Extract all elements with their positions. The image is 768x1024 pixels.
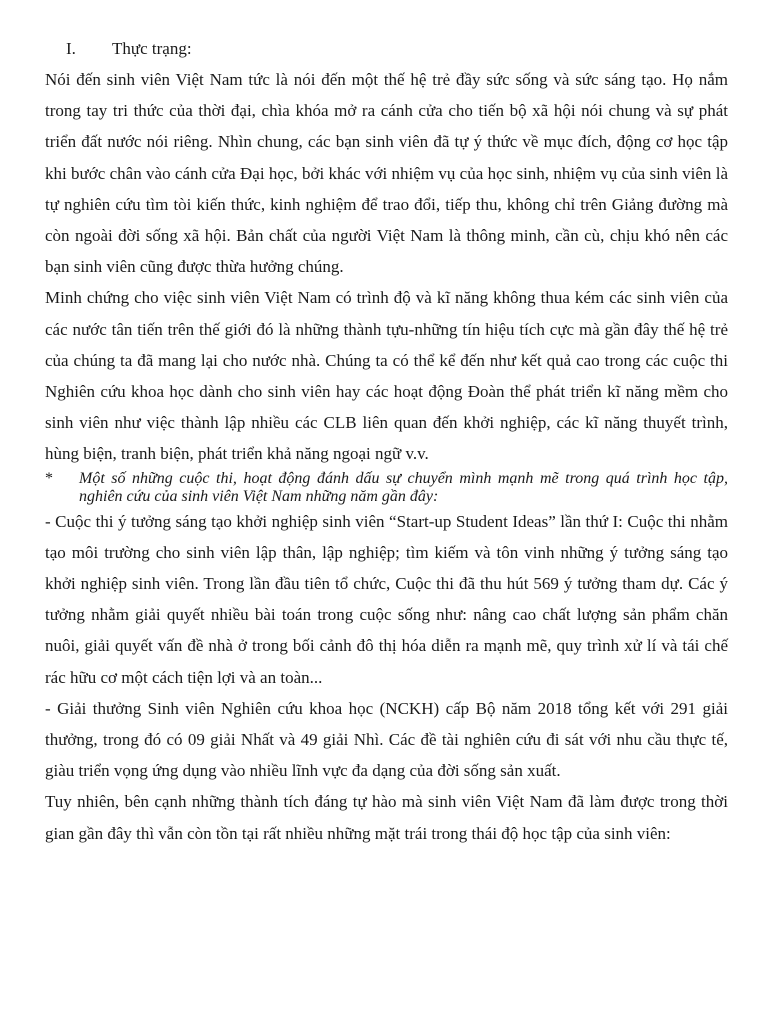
section-heading — [45, 34, 728, 64]
dash-item-startup-contest: - Cuộc thi ý tưởng sáng tạo khởi nghiệp sinh viên “Start-up Student Ideas” lần thứ I: Cuộc thi nhằm tạo môi trường cho sinh viên lập thân, lập nghiệp; tìm kiếm và tôn vinh những ý tưởng sáng tạo khởi nghiệp sinh viên. Trong lần đầu tiên tổ chức, Cuộc thi đã thu hút 569 ý tưởng tham dự. Các ý tưởng nhằm giải quyết nhiều bài toán trong cuộc sống như: nâng cao chất lượng sản phẩm chăn nuôi, giải quyết vấn đề nhà ở trong bối cảnh đô thị hóa diễn ra mạnh mẽ, quy trình xử lí và tái chế rác hữu cơ một cách tiện lợi và an toàn... — [45, 511, 728, 687]
star-bullet-mark: * — [45, 469, 53, 487]
paragraph-evidence: Minh chứng cho việc sinh viên Việt Nam có trình độ và kĩ năng không thua kém các sinh viên của các nước tân tiến trên thế giới đó là những thành tựu-những tín hiệu tích cực mà gần đây thế hệ trẻ của chúng ta đã mang lại cho nước nhà. Chúng ta có thể kể đến như kết quả cao trong các cuộc thi Nghiên cứu khoa học dành cho sinh viên hay các hoạt động Đoàn thể phát triển kĩ năng mềm cho sinh viên như việc thành lập nhiều các CLB liên quan đến khởi nghiệp, các kĩ năng thuyết trình, hùng biện, tranh biện, phát triển khả năng ngoại ngữ v.v. — [45, 288, 728, 464]
paragraph-intro: Nói đến sinh viên Việt Nam tức là nói đến một thế hệ trẻ đầy sức sống và sức sáng tạo. Họ nắm trong tay tri thức của thời đại, chìa khóa mở ra cánh cửa cho tiến bộ xã hội nói chung và sự phát triển đất nước nói riêng. Nhìn chung, các bạn sinh viên đã tự ý thức về mục đích, động cơ học tập khi bước chân vào cánh cửa Đại học, bởi khác với nhiệm vụ của học sinh, nhiệm vụ của sinh viên là tự nghiên cứu tìm tòi kiến thức, kinh nghiệm để trao đổi, tiếp thu, không chỉ trên Giảng đường mà còn ngoài đời sống xã hội. Bản chất của người Việt Nam là thông minh, cần cù, chịu khó nên các bạn sinh viên cũng được thừa hưởng chúng. — [45, 70, 728, 277]
section-number: I. — [66, 39, 76, 58]
dash-item-research-award: - Giải thưởng Sinh viên Nghiên cứu khoa học (NCKH) cấp Bộ năm 2018 tổng kết với 291 giải thưởng, trong đó có 09 giải Nhất và 49 giải Nhì. Các đề tài nghiên cứu đi sát với nhu cầu thực tế, giàu triển vọng ứng dụng vào nhiều lĩnh vực đa dạng của đời sống sản xuất. — [45, 698, 728, 781]
star-bullet — [45, 470, 728, 506]
section-title: Thực trạng: — [112, 39, 192, 58]
paragraph-conclusion: Tuy nhiên, bên cạnh những thành tích đáng tự hào mà sinh viên Việt Nam đã làm được trong thời gian gần đây thì vẫn còn tồn tại rất nhiều những mặt trái trong thái độ học tập của sinh viên: — [45, 792, 728, 843]
star-bullet-text: Một số những cuộc thi, hoạt động đánh dấu sự chuyển mình mạnh mẽ trong quá trình học tập, nghiên cứu của sinh viên Việt Nam những năm gần đây: — [79, 469, 728, 505]
